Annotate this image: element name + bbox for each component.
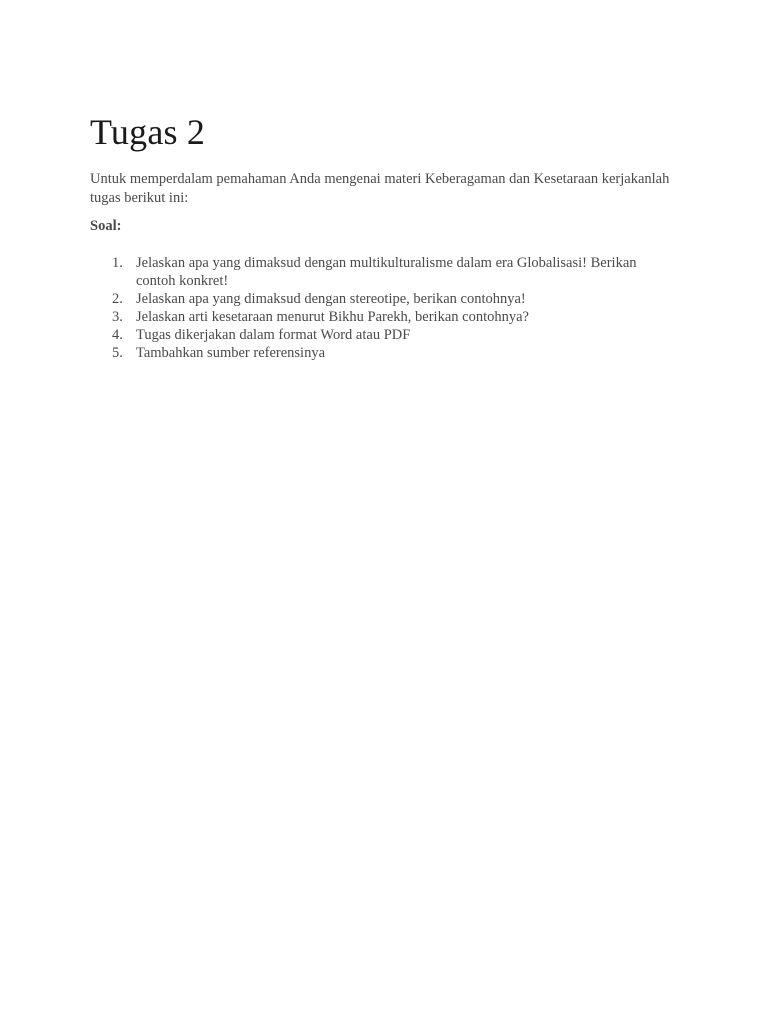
list-item-number: 4.: [112, 327, 123, 343]
soal-heading: Soal:: [90, 218, 122, 234]
intro-paragraph: Untuk memperdalam pemahaman Anda mengenai materi Keberagaman dan Kesetaraan kerjakanlah tugas berikut ini:: [90, 171, 670, 206]
document-title: Tugas 2: [90, 112, 206, 152]
list-item: [112, 326, 672, 344]
list-item-text: Jelaskan apa yang dimaksud dengan stereotipe, berikan contohnya!: [136, 291, 526, 307]
list-item-text: Jelaskan apa yang dimaksud dengan multikulturalisme dalam era Globalisasi! Berikan contoh konkret!: [136, 255, 637, 289]
list-item-number: 2.: [112, 291, 123, 307]
list-item-number: 3.: [112, 309, 123, 325]
list-item-number: 5.: [112, 345, 123, 361]
list-item-text: Tugas dikerjakan dalam format Word atau PDF: [136, 327, 411, 343]
list-item: [112, 344, 672, 362]
list-item: [112, 254, 672, 290]
list-item-number: 1.: [112, 255, 123, 271]
list-item-text: Jelaskan arti kesetaraan menurut Bikhu Parekh, berikan contohnya?: [136, 309, 529, 325]
list-item: [112, 308, 672, 326]
list-item-text: Tambahkan sumber referensinya: [136, 345, 326, 361]
question-list: [112, 254, 672, 362]
list-item: [112, 290, 672, 308]
